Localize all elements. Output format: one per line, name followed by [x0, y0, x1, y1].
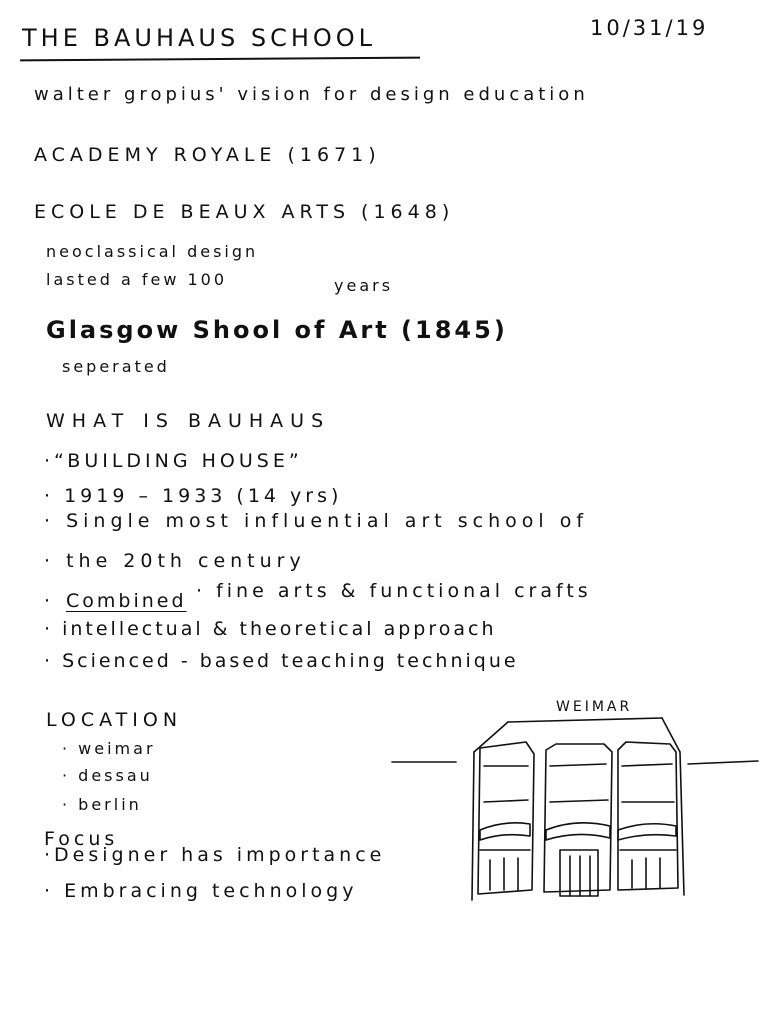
title-underline — [20, 57, 420, 62]
ecole-note-neoclassical: neoclassical design — [46, 242, 259, 261]
sketch-ground-right — [688, 761, 758, 764]
sketch-bay-left — [478, 742, 534, 894]
sketch-balcony-center — [546, 823, 610, 840]
ecole-note-years: years — [334, 276, 394, 295]
location-dessau: · dessau — [62, 766, 153, 785]
sketch-wall-right — [680, 752, 684, 895]
location-weimar: · weimar — [62, 739, 156, 758]
sketch-wall-left — [472, 752, 474, 900]
glasgow-school: Glasgow Shool of Art (1845) — [46, 316, 508, 344]
bullet-intellectual: · intellectual & theoretical approach — [44, 618, 497, 640]
focus-heading: Focus — [44, 828, 119, 850]
sketch-roof-line — [508, 718, 662, 722]
bullet-fine-arts: · fine arts & functional crafts — [196, 580, 592, 602]
bullet-combined-prefix: · — [44, 590, 55, 612]
sketch-roof-right — [662, 718, 680, 752]
weimar-building-sketch — [380, 690, 764, 910]
what-is-bauhaus-heading: WHAT IS BAUHAUS — [46, 410, 331, 432]
sketch-label-weimar: WEIMAR — [556, 699, 633, 715]
focus-technology: · Embracing technology — [44, 880, 358, 902]
ecole-beaux-arts: ECOLE DE BEAUX ARTS (1648) — [34, 201, 455, 223]
location-berlin: · berlin — [62, 795, 142, 814]
glasgow-note: seperated — [62, 357, 170, 376]
bullet-years: · 1919 – 1933 (14 yrs) — [44, 485, 343, 507]
bullet-combined-word: Combined — [66, 590, 187, 612]
bullet-influential: · Single most influential art school of — [44, 510, 589, 532]
page-title: THE BAUHAUS SCHOOL — [22, 24, 377, 52]
date: 10/31/19 — [590, 16, 709, 40]
bullet-scienced: · Scienced - based teaching technique — [44, 650, 519, 672]
sketch-balcony-right — [618, 824, 676, 840]
sketch-roof-left — [474, 722, 508, 752]
bullet-building-house: ·“BUILDING HOUSE” — [44, 450, 303, 472]
subtitle: walter gropius' vision for design education — [34, 84, 589, 105]
ecole-note-lasted: lasted a few 100 — [46, 270, 228, 289]
focus-designer: ·Designer has importance — [44, 844, 386, 866]
bullet-20th-century: · the 20th century — [44, 550, 306, 572]
location-heading: LOCATION — [46, 709, 183, 731]
sketch-entrance — [560, 850, 598, 896]
sketch-balcony-left — [480, 823, 530, 840]
academy-royale: ACADEMY ROYALE (1671) — [34, 144, 381, 166]
